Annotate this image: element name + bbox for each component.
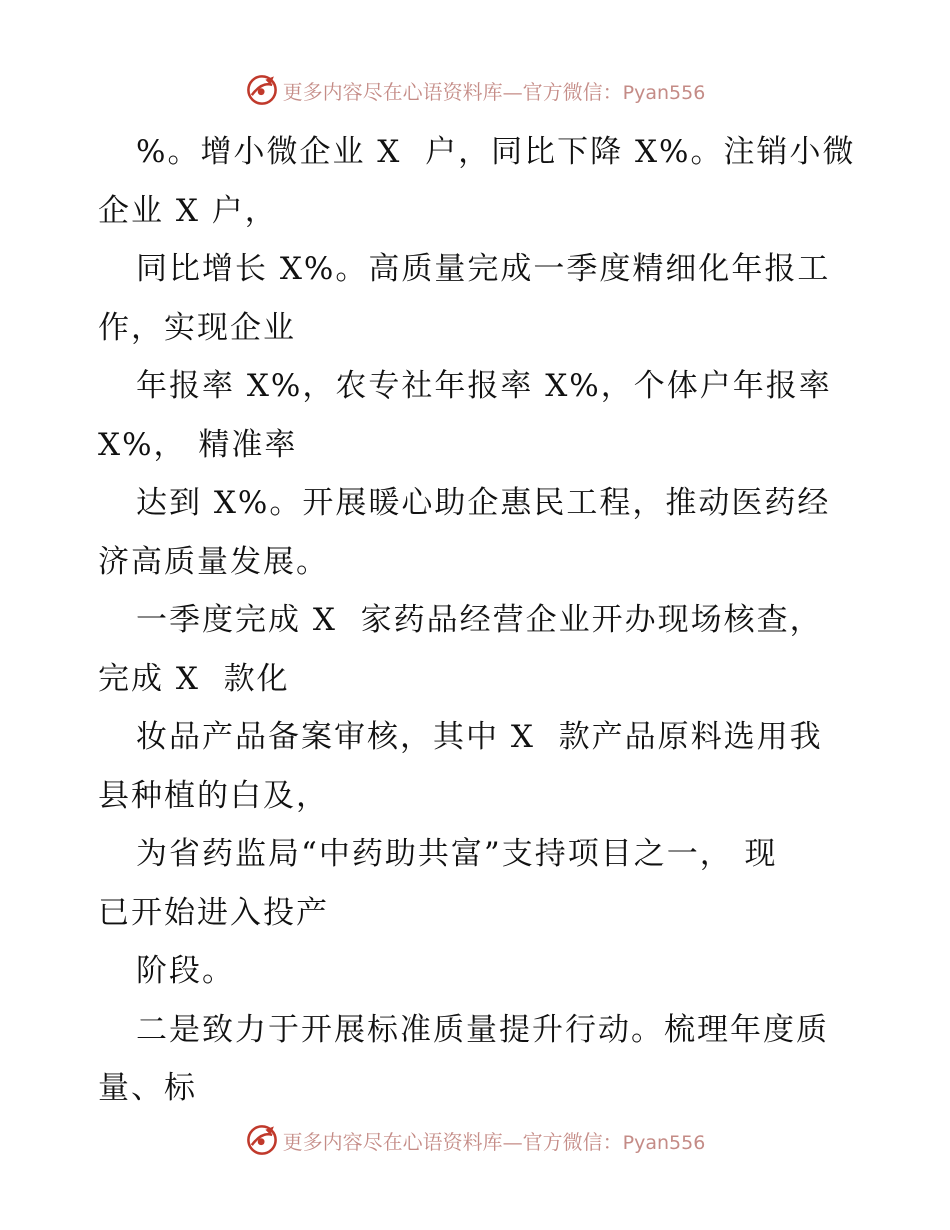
- text-line: 量、标: [98, 1070, 197, 1106]
- logo-icon: [245, 1123, 279, 1157]
- header-watermark: [0, 70, 950, 110]
- watermark-text: 更多内容尽在心语资料库—官方微信：Pyan556: [282, 79, 706, 104]
- footer-watermark: [0, 1120, 950, 1160]
- text-line: 达到 X%。开展暖心助企惠民工程，推动医药经: [136, 485, 831, 521]
- logo-icon: [245, 73, 279, 107]
- document-body: [98, 123, 858, 1118]
- text-line: 妆品产品备案审核，其中 X 款产品原料选用我: [136, 719, 823, 755]
- watermark-text: 更多内容尽在心语资料库—官方微信：Pyan556: [282, 1129, 706, 1154]
- text-line: 已开始进入投产: [98, 894, 329, 931]
- text-line: 完成 X 款化: [98, 660, 290, 697]
- text-line: 企业 X 户，: [98, 192, 278, 229]
- text-line: 二是致力于开展标准质量提升行动。梳理年度质: [136, 1011, 829, 1048]
- text-line: 年报率 X%，农专社年报率 X%，个体户年报率: [136, 368, 832, 404]
- text-line: 为省药监局“中药助共富”支持项目之一， 现: [136, 836, 778, 872]
- text-line: 济高质量发展。: [98, 543, 329, 580]
- text-line: 一季度完成 X 家药品经营企业开办现场核查，: [136, 602, 823, 638]
- text-line: %。增小微企业 X 户，同比下降 X%。注销小微: [136, 134, 856, 170]
- text-line: 同比增长 X%。高质量完成一季度精细化年报工: [136, 251, 831, 287]
- text-line: 县种植的白及，: [98, 777, 329, 814]
- text-line: X%， 精准率: [98, 426, 298, 463]
- text-line: 作，实现企业: [98, 309, 296, 346]
- text-line: 阶段。: [136, 953, 235, 989]
